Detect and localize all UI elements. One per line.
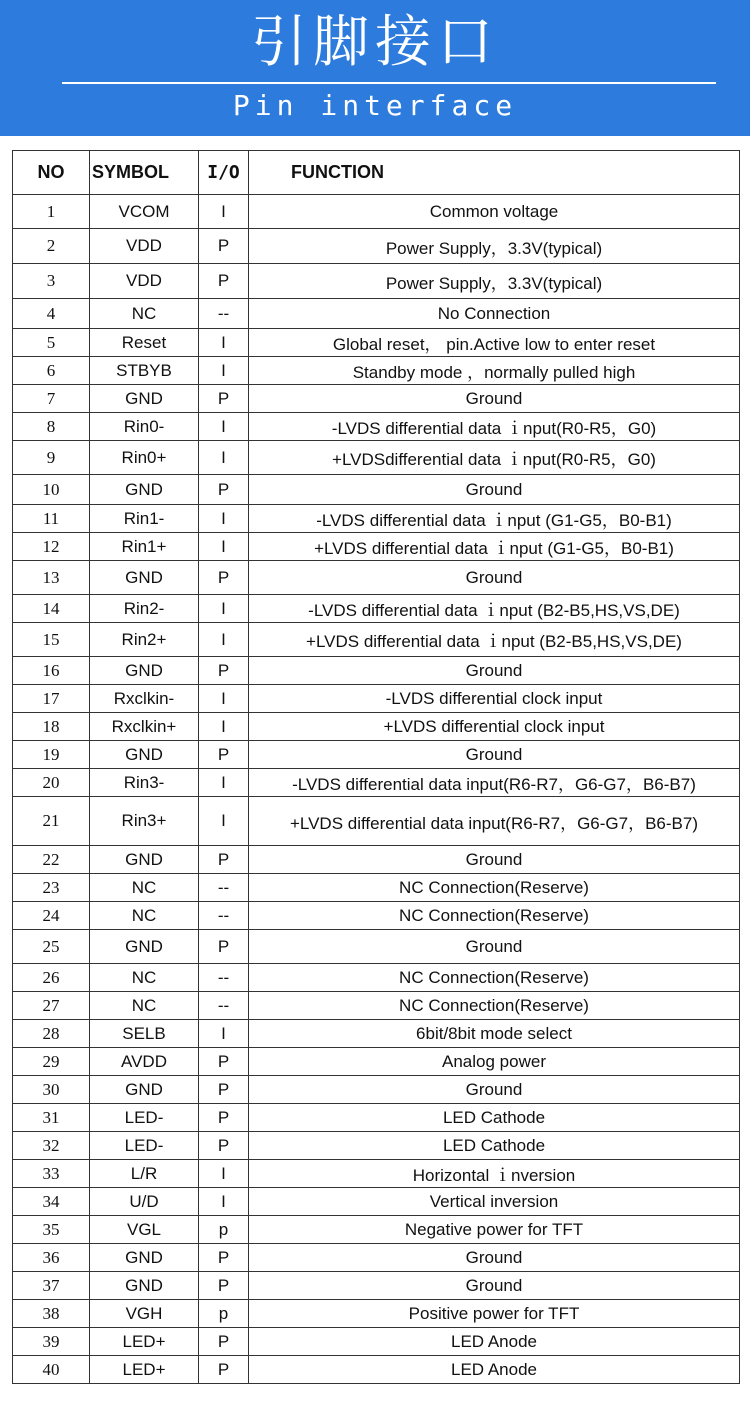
pin-symbol-cell: L/R — [90, 1160, 199, 1188]
pin-number-cell: 38 — [13, 1300, 90, 1328]
pin-function-cell: Horizontal ｉnversion — [249, 1160, 740, 1188]
pin-function-cell: Vertical inversion — [249, 1188, 740, 1216]
pin-symbol-cell: GND — [90, 1076, 199, 1104]
pin-io-cell: p — [199, 1300, 249, 1328]
pin-table-body — [13, 195, 740, 1384]
pin-function-cell: Ground — [249, 741, 740, 769]
pin-number-cell: 25 — [13, 930, 90, 964]
pin-function-cell: LED Anode — [249, 1328, 740, 1356]
column-header-io: I/O — [199, 151, 249, 195]
pin-function-cell: Positive power for TFT — [249, 1300, 740, 1328]
pin-io-cell: -- — [199, 992, 249, 1020]
pin-io-cell: P — [199, 1048, 249, 1076]
table-row — [13, 797, 740, 846]
pin-symbol-cell: NC — [90, 299, 199, 329]
pin-function-cell: NC Connection(Reserve) — [249, 874, 740, 902]
pin-number-cell: 19 — [13, 741, 90, 769]
pin-number-cell: 6 — [13, 357, 90, 385]
table-row — [13, 1132, 740, 1160]
pin-function-cell: Ground — [249, 1272, 740, 1300]
pin-io-cell: I — [199, 195, 249, 229]
pin-function-cell: +LVDSdifferential data ｉnput(R0-R5，G0) — [249, 441, 740, 475]
pin-symbol-cell: Reset — [90, 329, 199, 357]
pin-number-cell: 8 — [13, 413, 90, 441]
pin-function-cell: -LVDS differential clock input — [249, 685, 740, 713]
pin-io-cell: I — [199, 769, 249, 797]
pin-io-cell: P — [199, 1132, 249, 1160]
pin-symbol-cell: STBYB — [90, 357, 199, 385]
pin-function-cell: +LVDS differential data ｉnput (G1-G5，B0-B1) — [249, 533, 740, 561]
table-row — [13, 685, 740, 713]
pin-symbol-cell: Rin3- — [90, 769, 199, 797]
pin-symbol-cell: GND — [90, 657, 199, 685]
pin-io-cell: P — [199, 930, 249, 964]
pin-function-cell: Ground — [249, 561, 740, 595]
table-row — [13, 992, 740, 1020]
pin-number-cell: 17 — [13, 685, 90, 713]
pin-table — [12, 150, 740, 1384]
pin-function-cell: 6bit/8bit mode select — [249, 1020, 740, 1048]
pin-symbol-cell: GND — [90, 930, 199, 964]
pin-io-cell: P — [199, 1244, 249, 1272]
pin-io-cell: p — [199, 1216, 249, 1244]
pin-number-cell: 20 — [13, 769, 90, 797]
pin-function-cell: Ground — [249, 930, 740, 964]
pin-function-cell: Ground — [249, 475, 740, 505]
pin-function-cell: Analog power — [249, 1048, 740, 1076]
pin-io-cell: -- — [199, 874, 249, 902]
pin-symbol-cell: GND — [90, 1244, 199, 1272]
table-row — [13, 1104, 740, 1132]
pin-number-cell: 14 — [13, 595, 90, 623]
pin-number-cell: 36 — [13, 1244, 90, 1272]
pin-number-cell: 10 — [13, 475, 90, 505]
pin-number-cell: 18 — [13, 713, 90, 741]
pin-symbol-cell: NC — [90, 992, 199, 1020]
table-row — [13, 533, 740, 561]
pin-symbol-cell: VDD — [90, 229, 199, 264]
pin-symbol-cell: GND — [90, 561, 199, 595]
pin-number-cell: 32 — [13, 1132, 90, 1160]
pin-io-cell: P — [199, 1076, 249, 1104]
pin-io-cell: P — [199, 475, 249, 505]
pin-io-cell: P — [199, 561, 249, 595]
pin-number-cell: 28 — [13, 1020, 90, 1048]
pin-function-cell: Global reset， pin.Active low to enter reset — [249, 329, 740, 357]
pin-number-cell: 21 — [13, 797, 90, 846]
pin-number-cell: 9 — [13, 441, 90, 475]
pin-number-cell: 13 — [13, 561, 90, 595]
column-header-symbol: SYMBOL — [90, 151, 199, 195]
pin-symbol-cell: NC — [90, 874, 199, 902]
pin-number-cell: 15 — [13, 623, 90, 657]
page-subtitle: Pin interface — [232, 89, 518, 122]
pin-symbol-cell: NC — [90, 902, 199, 930]
title-divider — [62, 82, 716, 84]
pin-function-cell: +LVDS differential clock input — [249, 713, 740, 741]
pin-function-cell: LED Anode — [249, 1356, 740, 1384]
table-row — [13, 741, 740, 769]
pin-symbol-cell: Rin3+ — [90, 797, 199, 846]
pin-function-cell: +LVDS differential data ｉnput (B2-B5,HS,VS,DE) — [249, 623, 740, 657]
column-header-function: FUNCTION — [249, 151, 740, 195]
pin-symbol-cell: VDD — [90, 264, 199, 299]
pin-number-cell: 7 — [13, 385, 90, 413]
pin-number-cell: 2 — [13, 229, 90, 264]
pin-symbol-cell: U/D — [90, 1188, 199, 1216]
table-row — [13, 1216, 740, 1244]
pin-symbol-cell: SELB — [90, 1020, 199, 1048]
table-row — [13, 413, 740, 441]
pin-io-cell: P — [199, 657, 249, 685]
pin-io-cell: I — [199, 797, 249, 846]
pin-function-cell: NC Connection(Reserve) — [249, 964, 740, 992]
pin-function-cell: Ground — [249, 385, 740, 413]
table-row — [13, 846, 740, 874]
table-row — [13, 1272, 740, 1300]
table-row — [13, 1188, 740, 1216]
pin-number-cell: 26 — [13, 964, 90, 992]
table-row — [13, 505, 740, 533]
pin-symbol-cell: GND — [90, 741, 199, 769]
pin-function-cell: No Connection — [249, 299, 740, 329]
table-row — [13, 195, 740, 229]
pin-number-cell: 3 — [13, 264, 90, 299]
pin-number-cell: 5 — [13, 329, 90, 357]
pin-symbol-cell: LED- — [90, 1104, 199, 1132]
table-row — [13, 964, 740, 992]
table-row — [13, 385, 740, 413]
table-row — [13, 713, 740, 741]
pin-function-cell: LED Cathode — [249, 1104, 740, 1132]
table-row — [13, 229, 740, 264]
table-row — [13, 623, 740, 657]
pin-symbol-cell: GND — [90, 385, 199, 413]
pin-function-cell: Negative power for TFT — [249, 1216, 740, 1244]
pin-function-cell: -LVDS differential data input(R6-R7，G6-G7，B6-B7) — [249, 769, 740, 797]
pin-number-cell: 27 — [13, 992, 90, 1020]
table-row — [13, 561, 740, 595]
table-row — [13, 329, 740, 357]
pin-io-cell: P — [199, 846, 249, 874]
pin-symbol-cell: Rin1+ — [90, 533, 199, 561]
pin-table-header — [13, 151, 740, 195]
column-header-no: NO — [13, 151, 90, 195]
table-row — [13, 264, 740, 299]
pin-symbol-cell: Rxclkin+ — [90, 713, 199, 741]
pin-number-cell: 16 — [13, 657, 90, 685]
pin-function-cell: NC Connection(Reserve) — [249, 902, 740, 930]
pin-io-cell: -- — [199, 902, 249, 930]
pin-function-cell: Standby mode ，normally pulled high — [249, 357, 740, 385]
pin-number-cell: 40 — [13, 1356, 90, 1384]
pin-function-cell: NC Connection(Reserve) — [249, 992, 740, 1020]
table-row — [13, 769, 740, 797]
pin-number-cell: 39 — [13, 1328, 90, 1356]
pin-io-cell: P — [199, 264, 249, 299]
table-row — [13, 902, 740, 930]
pin-io-cell: P — [199, 1272, 249, 1300]
pin-number-cell: 1 — [13, 195, 90, 229]
pin-io-cell: I — [199, 533, 249, 561]
table-row — [13, 1300, 740, 1328]
pin-io-cell: I — [199, 595, 249, 623]
table-row — [13, 1244, 740, 1272]
pin-symbol-cell: AVDD — [90, 1048, 199, 1076]
pin-io-cell: -- — [199, 964, 249, 992]
pin-number-cell: 33 — [13, 1160, 90, 1188]
pin-number-cell: 34 — [13, 1188, 90, 1216]
pin-io-cell: I — [199, 441, 249, 475]
pin-symbol-cell: VGH — [90, 1300, 199, 1328]
pin-symbol-cell: GND — [90, 1272, 199, 1300]
pin-number-cell: 22 — [13, 846, 90, 874]
pin-symbol-cell: Rxclkin- — [90, 685, 199, 713]
pin-symbol-cell: GND — [90, 475, 199, 505]
header-banner — [0, 0, 750, 136]
pin-io-cell: -- — [199, 299, 249, 329]
pin-function-cell: Ground — [249, 846, 740, 874]
pin-io-cell: I — [199, 623, 249, 657]
pin-function-cell: Power Supply，3.3V(typical) — [249, 264, 740, 299]
pin-io-cell: P — [199, 385, 249, 413]
table-row — [13, 657, 740, 685]
pin-symbol-cell: Rin2- — [90, 595, 199, 623]
pin-number-cell: 31 — [13, 1104, 90, 1132]
table-row — [13, 299, 740, 329]
pin-symbol-cell: LED+ — [90, 1356, 199, 1384]
table-row — [13, 595, 740, 623]
pin-function-cell: Ground — [249, 1244, 740, 1272]
pin-number-cell: 23 — [13, 874, 90, 902]
pin-symbol-cell: LED- — [90, 1132, 199, 1160]
pin-io-cell: I — [199, 685, 249, 713]
pin-symbol-cell: GND — [90, 846, 199, 874]
pin-function-cell: +LVDS differential data input(R6-R7，G6-G7，B6-B7) — [249, 797, 740, 846]
pin-function-cell: Ground — [249, 1076, 740, 1104]
pin-io-cell: I — [199, 329, 249, 357]
pin-io-cell: I — [199, 505, 249, 533]
header-row — [13, 151, 740, 195]
pin-number-cell: 30 — [13, 1076, 90, 1104]
pin-number-cell: 35 — [13, 1216, 90, 1244]
pin-function-cell: -LVDS differential data ｉnput(R0-R5，G0) — [249, 413, 740, 441]
pin-number-cell: 29 — [13, 1048, 90, 1076]
pin-function-cell: -LVDS differential data ｉnput (G1-G5，B0-B1) — [249, 505, 740, 533]
table-row — [13, 1328, 740, 1356]
pin-io-cell: I — [199, 713, 249, 741]
pin-number-cell: 11 — [13, 505, 90, 533]
pin-symbol-cell: Rin0- — [90, 413, 199, 441]
page-title: 引脚接口 — [251, 10, 499, 75]
pin-io-cell: P — [199, 1328, 249, 1356]
pin-function-cell: Power Supply，3.3V(typical) — [249, 229, 740, 264]
table-row — [13, 874, 740, 902]
table-row — [13, 475, 740, 505]
pin-io-cell: P — [199, 1104, 249, 1132]
pin-function-cell: -LVDS differential data ｉnput (B2-B5,HS,VS,DE) — [249, 595, 740, 623]
pin-io-cell: P — [199, 741, 249, 769]
table-row — [13, 1048, 740, 1076]
pin-function-cell: Common voltage — [249, 195, 740, 229]
table-row — [13, 441, 740, 475]
pin-io-cell: P — [199, 229, 249, 264]
pin-io-cell: I — [199, 357, 249, 385]
pin-number-cell: 4 — [13, 299, 90, 329]
pin-symbol-cell: VGL — [90, 1216, 199, 1244]
pin-function-cell: LED Cathode — [249, 1132, 740, 1160]
pin-symbol-cell: Rin1- — [90, 505, 199, 533]
pin-number-cell: 37 — [13, 1272, 90, 1300]
pin-io-cell: I — [199, 1160, 249, 1188]
table-row — [13, 1076, 740, 1104]
pin-symbol-cell: Rin2+ — [90, 623, 199, 657]
pin-number-cell: 12 — [13, 533, 90, 561]
table-row — [13, 1356, 740, 1384]
table-row — [13, 357, 740, 385]
pin-symbol-cell: LED+ — [90, 1328, 199, 1356]
table-row — [13, 1160, 740, 1188]
pin-io-cell: I — [199, 413, 249, 441]
pin-symbol-cell: NC — [90, 964, 199, 992]
pin-function-cell: Ground — [249, 657, 740, 685]
pin-symbol-cell: VCOM — [90, 195, 199, 229]
table-row — [13, 930, 740, 964]
pin-io-cell: P — [199, 1356, 249, 1384]
table-row — [13, 1020, 740, 1048]
pin-number-cell: 24 — [13, 902, 90, 930]
pin-io-cell: I — [199, 1020, 249, 1048]
pin-io-cell: I — [199, 1188, 249, 1216]
pin-symbol-cell: Rin0+ — [90, 441, 199, 475]
